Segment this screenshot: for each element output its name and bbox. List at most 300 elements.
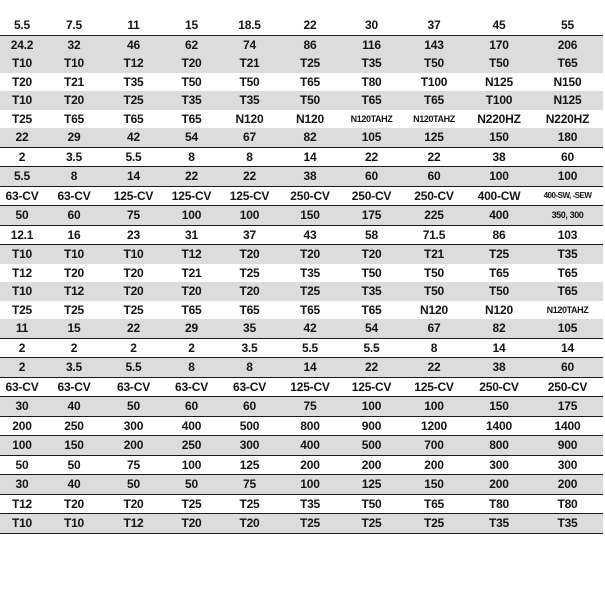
table-cell: T50 xyxy=(361,265,382,280)
table-cell: N120 xyxy=(420,302,448,317)
table-cell: 22 xyxy=(303,18,317,33)
table-row xyxy=(0,147,603,167)
table-cell: 42 xyxy=(279,319,341,338)
table-cell: T20 xyxy=(104,494,163,514)
table-row xyxy=(0,167,603,187)
table-cell: 22 xyxy=(220,167,279,187)
table-cell: 100 xyxy=(466,167,532,187)
table-cell: 180 xyxy=(532,128,603,147)
table-cell: 500 xyxy=(341,436,402,456)
table-cell: 170 xyxy=(466,35,532,54)
table-cell: 2 xyxy=(0,147,44,167)
table-cell: T25 xyxy=(104,91,163,110)
table-cell: 300 xyxy=(532,455,603,475)
table-cell: 800 xyxy=(279,416,341,436)
table-cell: 7.5 xyxy=(65,18,83,33)
table-cell: 30 xyxy=(0,397,44,417)
table-cell: 86 xyxy=(279,35,341,54)
table-cell: T10 xyxy=(44,514,104,534)
table-cell: 82 xyxy=(466,319,532,338)
table-row xyxy=(0,416,603,436)
table-cell: T35 xyxy=(341,282,402,301)
table-cell: 22 xyxy=(0,128,44,147)
table-cell: T65 xyxy=(361,302,382,317)
table-row xyxy=(0,397,603,417)
table-cell: T20 xyxy=(341,245,402,264)
table-cell: 125-CV xyxy=(341,377,402,397)
table-cell: 22 xyxy=(163,167,220,187)
spec-table-sheet xyxy=(0,16,605,534)
table-row xyxy=(0,475,603,495)
table-cell: T10 xyxy=(104,245,163,264)
table-cell: 200 xyxy=(279,455,341,475)
table-cell: 60 xyxy=(402,167,466,187)
table-cell: 200 xyxy=(0,416,44,436)
table-cell: T20 xyxy=(163,282,220,301)
table-cell: 300 xyxy=(104,416,163,436)
table-row xyxy=(0,91,603,110)
table-row xyxy=(0,301,603,320)
table-cell: T50 xyxy=(423,265,445,280)
table-cell: T12 xyxy=(163,245,220,264)
table-cell: 14 xyxy=(279,147,341,167)
table-row xyxy=(0,494,603,514)
table-cell: T35 xyxy=(123,74,144,89)
table-cell: T50 xyxy=(402,282,466,301)
table-cell: T50 xyxy=(181,74,202,89)
table-cell: 250 xyxy=(44,416,104,436)
table-cell: 150 xyxy=(466,128,532,147)
table-cell: T65 xyxy=(299,302,321,317)
table-cell: N220HZ xyxy=(477,111,521,126)
table-cell: 29 xyxy=(163,319,220,338)
table-cell: 24.2 xyxy=(0,35,44,54)
table-cell: T20 xyxy=(63,265,85,280)
table-cell: 67 xyxy=(220,128,279,147)
table-cell: T25 xyxy=(279,54,341,73)
table-row xyxy=(0,358,603,378)
table-cell: 2 xyxy=(104,338,163,358)
table-cell: 42 xyxy=(104,128,163,147)
table-cell: 250-CV xyxy=(402,186,466,206)
table-cell: 206 xyxy=(532,35,603,54)
table-cell: 800 xyxy=(466,436,532,456)
table-cell: 62 xyxy=(163,35,220,54)
table-row xyxy=(0,128,603,147)
table-cell: 250 xyxy=(163,436,220,456)
table-cell: 1200 xyxy=(402,416,466,436)
table-row xyxy=(0,16,603,35)
table-cell: 2 xyxy=(0,358,44,378)
table-cell: T10 xyxy=(0,91,44,110)
table-cell: 900 xyxy=(532,436,603,456)
table-cell: N150 xyxy=(553,74,582,89)
table-row xyxy=(0,225,603,245)
table-cell: T65 xyxy=(532,54,603,73)
table-cell: 300 xyxy=(466,455,532,475)
table-cell: 11 xyxy=(127,18,140,33)
table-cell: 225 xyxy=(402,206,466,226)
table-cell: 37 xyxy=(427,18,441,33)
table-cell: T50 xyxy=(466,54,532,73)
table-cell: 60 xyxy=(44,206,104,226)
table-cell: 14 xyxy=(279,358,341,378)
table-cell: 63-CV xyxy=(163,377,220,397)
table-cell: 200 xyxy=(532,475,603,495)
table-cell: 22 xyxy=(402,358,466,378)
table-cell: T25 xyxy=(163,494,220,514)
table-cell: 54 xyxy=(341,319,402,338)
table-cell: 12.1 xyxy=(0,225,44,245)
table-cell: 8 xyxy=(163,147,220,167)
table-cell: 250-CV xyxy=(466,377,532,397)
table-cell: 700 xyxy=(402,436,466,456)
table-cell: 38 xyxy=(466,358,532,378)
table-cell: 200 xyxy=(104,436,163,456)
table-cell: T50 xyxy=(466,282,532,301)
table-cell: T25 xyxy=(402,514,466,534)
table-row xyxy=(0,110,603,129)
table-cell: N120TAHZ xyxy=(546,304,589,315)
table-cell: 18.5 xyxy=(238,18,261,33)
table-cell: 150 xyxy=(402,475,466,495)
table-cell: 63-CV xyxy=(220,377,279,397)
table-cell: 63-CV xyxy=(0,186,44,206)
table-cell: 250-CV xyxy=(341,186,402,206)
table-cell: T21 xyxy=(402,245,466,264)
table-cell: T65 xyxy=(402,91,466,110)
table-cell: 125-CV xyxy=(402,377,466,397)
table-cell: 86 xyxy=(466,225,532,245)
table-cell: 300 xyxy=(220,436,279,456)
table-cell: N220HZ xyxy=(545,111,590,126)
table-cell: 5.5 xyxy=(13,18,31,33)
table-cell: 45 xyxy=(492,18,506,33)
table-cell: 2 xyxy=(0,338,44,358)
table-row xyxy=(0,455,603,475)
table-cell: N125 xyxy=(532,91,603,110)
table-row xyxy=(0,436,603,456)
table-cell: N125 xyxy=(485,74,513,89)
table-cell: 71.5 xyxy=(402,225,466,245)
table-cell: T50 xyxy=(239,74,260,89)
table-cell: T35 xyxy=(341,54,402,73)
table-cell: 350, 300 xyxy=(532,206,603,226)
table-cell: T35 xyxy=(220,91,279,110)
table-cell: T65 xyxy=(239,302,260,317)
table-row xyxy=(0,54,603,73)
table-cell: N120TAHZ xyxy=(350,113,393,124)
table-cell: 5.5 xyxy=(104,358,163,378)
table-cell: 400-CW xyxy=(466,186,532,206)
table-cell: T65 xyxy=(341,91,402,110)
table-cell: 5.5 xyxy=(341,338,402,358)
table-cell: 30 xyxy=(365,18,378,33)
table-cell: T10 xyxy=(44,245,104,264)
table-cell: 8 xyxy=(44,167,104,187)
table-cell: 8 xyxy=(220,147,279,167)
table-cell: 200 xyxy=(402,455,466,475)
table-row xyxy=(0,338,603,358)
table-cell: 1400 xyxy=(532,416,603,436)
table-cell: T50 xyxy=(402,54,466,73)
table-cell: 35 xyxy=(220,319,279,338)
table-cell: 50 xyxy=(0,455,44,475)
table-cell: 1400 xyxy=(466,416,532,436)
table-cell: 55 xyxy=(561,18,574,33)
table-cell: 5.5 xyxy=(0,167,44,187)
table-cell: 15 xyxy=(185,18,198,33)
table-cell: T20 xyxy=(163,514,220,534)
table-cell: 150 xyxy=(279,206,341,226)
table-cell: 100 xyxy=(279,475,341,495)
table-cell: 74 xyxy=(220,35,279,54)
table-cell: 125 xyxy=(220,455,279,475)
table-cell: 82 xyxy=(279,128,341,147)
table-cell: 63-CV xyxy=(44,186,104,206)
table-cell: T20 xyxy=(220,245,279,264)
table-cell: 22 xyxy=(104,319,163,338)
table-cell: T65 xyxy=(181,111,202,126)
table-cell: 40 xyxy=(44,475,104,495)
table-cell: 60 xyxy=(220,397,279,417)
table-cell: T10 xyxy=(0,282,44,301)
table-cell: 40 xyxy=(44,397,104,417)
table-cell: 75 xyxy=(279,397,341,417)
table-cell: 100 xyxy=(220,206,279,226)
table-cell: T65 xyxy=(123,111,144,126)
table-cell: 46 xyxy=(104,35,163,54)
table-cell: 31 xyxy=(163,225,220,245)
table-cell: T20 xyxy=(220,514,279,534)
table-row xyxy=(0,35,603,54)
table-cell: T50 xyxy=(279,91,341,110)
table-row xyxy=(0,319,603,338)
table-cell: 50 xyxy=(0,206,44,226)
table-cell: T80 xyxy=(532,494,603,514)
table-row xyxy=(0,377,603,397)
table-cell: 60 xyxy=(163,397,220,417)
table-cell: T12 xyxy=(104,54,163,73)
table-cell: T80 xyxy=(466,494,532,514)
spec-table-body xyxy=(0,16,603,533)
table-cell: 3.5 xyxy=(44,358,104,378)
table-cell: 38 xyxy=(279,167,341,187)
table-cell: T65 xyxy=(299,74,321,89)
table-cell: 100 xyxy=(163,206,220,226)
table-cell: 5.5 xyxy=(104,147,163,167)
table-cell: T20 xyxy=(104,282,163,301)
table-cell: T10 xyxy=(44,54,104,73)
table-cell: 2 xyxy=(163,338,220,358)
table-cell: 60 xyxy=(532,358,603,378)
table-cell: 11 xyxy=(0,319,44,338)
table-cell: 400 xyxy=(163,416,220,436)
table-cell: 200 xyxy=(341,455,402,475)
table-cell: 50 xyxy=(104,475,163,495)
table-row xyxy=(0,514,603,534)
table-cell: T25 xyxy=(123,302,144,317)
table-cell: T12 xyxy=(104,514,163,534)
table-cell: T10 xyxy=(0,514,44,534)
table-cell: N120 xyxy=(485,302,513,317)
table-cell: 50 xyxy=(44,455,104,475)
table-cell: 38 xyxy=(466,147,532,167)
table-cell: T35 xyxy=(279,494,341,514)
table-cell: 30 xyxy=(0,475,44,495)
table-cell: T25 xyxy=(239,265,260,280)
table-cell: T21 xyxy=(181,265,202,280)
table-cell: 43 xyxy=(279,225,341,245)
table-cell: 175 xyxy=(532,397,603,417)
table-cell: 50 xyxy=(163,475,220,495)
table-cell: T20 xyxy=(44,494,104,514)
table-cell: T25 xyxy=(279,282,341,301)
table-cell: 60 xyxy=(341,167,402,187)
table-cell: 14 xyxy=(104,167,163,187)
table-row xyxy=(0,245,603,264)
table-cell: 14 xyxy=(466,338,532,358)
table-cell: T20 xyxy=(123,265,144,280)
table-cell: 50 xyxy=(104,397,163,417)
table-cell: 22 xyxy=(341,147,402,167)
table-cell: T10 xyxy=(0,54,44,73)
table-cell: 125-CV xyxy=(104,186,163,206)
table-cell: 250-CV xyxy=(279,186,341,206)
table-cell: T21 xyxy=(220,54,279,73)
table-cell: 14 xyxy=(532,338,603,358)
table-cell: T20 xyxy=(163,54,220,73)
table-cell: 400-SW, -SEW xyxy=(532,186,603,206)
table-row xyxy=(0,264,603,283)
table-cell: 75 xyxy=(220,475,279,495)
table-cell: 125 xyxy=(402,128,466,147)
table-cell: 67 xyxy=(402,319,466,338)
table-cell: 29 xyxy=(44,128,104,147)
table-row xyxy=(0,186,603,206)
table-cell: T21 xyxy=(63,74,85,89)
table-cell: T100 xyxy=(420,74,448,89)
table-cell: 200 xyxy=(466,475,532,495)
table-cell: 75 xyxy=(104,455,163,475)
table-cell: T10 xyxy=(0,245,44,264)
table-cell: T25 xyxy=(11,302,33,317)
table-cell: 8 xyxy=(220,358,279,378)
table-cell: T25 xyxy=(220,494,279,514)
table-cell: T35 xyxy=(532,514,603,534)
table-cell: T65 xyxy=(532,282,603,301)
table-cell: 116 xyxy=(341,35,402,54)
table-cell: 3.5 xyxy=(44,147,104,167)
table-cell: 103 xyxy=(532,225,603,245)
table-row xyxy=(0,206,603,226)
table-cell: 100 xyxy=(0,436,44,456)
table-cell: T35 xyxy=(532,245,603,264)
table-cell: 125-CV xyxy=(279,377,341,397)
table-cell: 63-CV xyxy=(44,377,104,397)
table-cell: 105 xyxy=(532,319,603,338)
table-cell: 23 xyxy=(104,225,163,245)
table-cell: T80 xyxy=(361,74,382,89)
table-cell: T50 xyxy=(341,494,402,514)
table-cell: T25 xyxy=(63,302,85,317)
table-cell: 150 xyxy=(44,436,104,456)
table-cell: 175 xyxy=(341,206,402,226)
table-cell: 16 xyxy=(44,225,104,245)
table-cell: T25 xyxy=(341,514,402,534)
table-cell: 8 xyxy=(163,358,220,378)
table-cell: T20 xyxy=(220,282,279,301)
table-cell: T12 xyxy=(11,265,33,280)
table-cell: N120 xyxy=(296,111,324,126)
table-cell: 60 xyxy=(532,147,603,167)
table-cell: T65 xyxy=(557,265,578,280)
table-row xyxy=(0,73,603,92)
table-cell: 37 xyxy=(220,225,279,245)
table-cell: 100 xyxy=(163,455,220,475)
table-cell: 22 xyxy=(341,358,402,378)
table-cell: T25 xyxy=(279,514,341,534)
table-cell: 3.5 xyxy=(220,338,279,358)
table-cell: 5.5 xyxy=(279,338,341,358)
table-cell: 58 xyxy=(341,225,402,245)
table-cell: T20 xyxy=(279,245,341,264)
table-cell: 63-CV xyxy=(0,377,44,397)
table-cell: T65 xyxy=(181,302,202,317)
table-cell: 8 xyxy=(402,338,466,358)
table-cell: 54 xyxy=(163,128,220,147)
table-cell: T65 xyxy=(63,111,85,126)
table-cell: 125-CV xyxy=(163,186,220,206)
table-cell: 22 xyxy=(402,147,466,167)
table-cell: T20 xyxy=(44,91,104,110)
table-cell: T12 xyxy=(44,282,104,301)
table-cell: 75 xyxy=(104,206,163,226)
table-cell: N120TAHZ xyxy=(413,113,455,124)
table-cell: T35 xyxy=(299,265,321,280)
table-cell: 2 xyxy=(44,338,104,358)
table-cell: 100 xyxy=(341,397,402,417)
table-cell: T12 xyxy=(0,494,44,514)
table-cell: 150 xyxy=(466,397,532,417)
table-cell: T35 xyxy=(163,91,220,110)
spec-table xyxy=(0,16,603,534)
table-cell: 15 xyxy=(44,319,104,338)
table-cell: T20 xyxy=(11,74,33,89)
table-row xyxy=(0,282,603,301)
table-cell: T65 xyxy=(488,265,510,280)
table-cell: 100 xyxy=(402,397,466,417)
table-cell: N120 xyxy=(235,111,264,126)
table-cell: T25 xyxy=(466,245,532,264)
table-cell: T35 xyxy=(466,514,532,534)
table-cell: T65 xyxy=(402,494,466,514)
table-cell: 63-CV xyxy=(104,377,163,397)
table-cell: 125 xyxy=(341,475,402,495)
table-cell: 105 xyxy=(341,128,402,147)
table-cell: 100 xyxy=(532,167,603,187)
table-cell: 400 xyxy=(279,436,341,456)
table-cell: 32 xyxy=(44,35,104,54)
table-cell: T25 xyxy=(11,111,33,126)
table-cell: 143 xyxy=(402,35,466,54)
table-cell: 500 xyxy=(220,416,279,436)
table-cell: 400 xyxy=(466,206,532,226)
table-cell: 900 xyxy=(341,416,402,436)
table-cell: T100 xyxy=(466,91,532,110)
table-cell: 125-CV xyxy=(220,186,279,206)
table-cell: 250-CV xyxy=(532,377,603,397)
